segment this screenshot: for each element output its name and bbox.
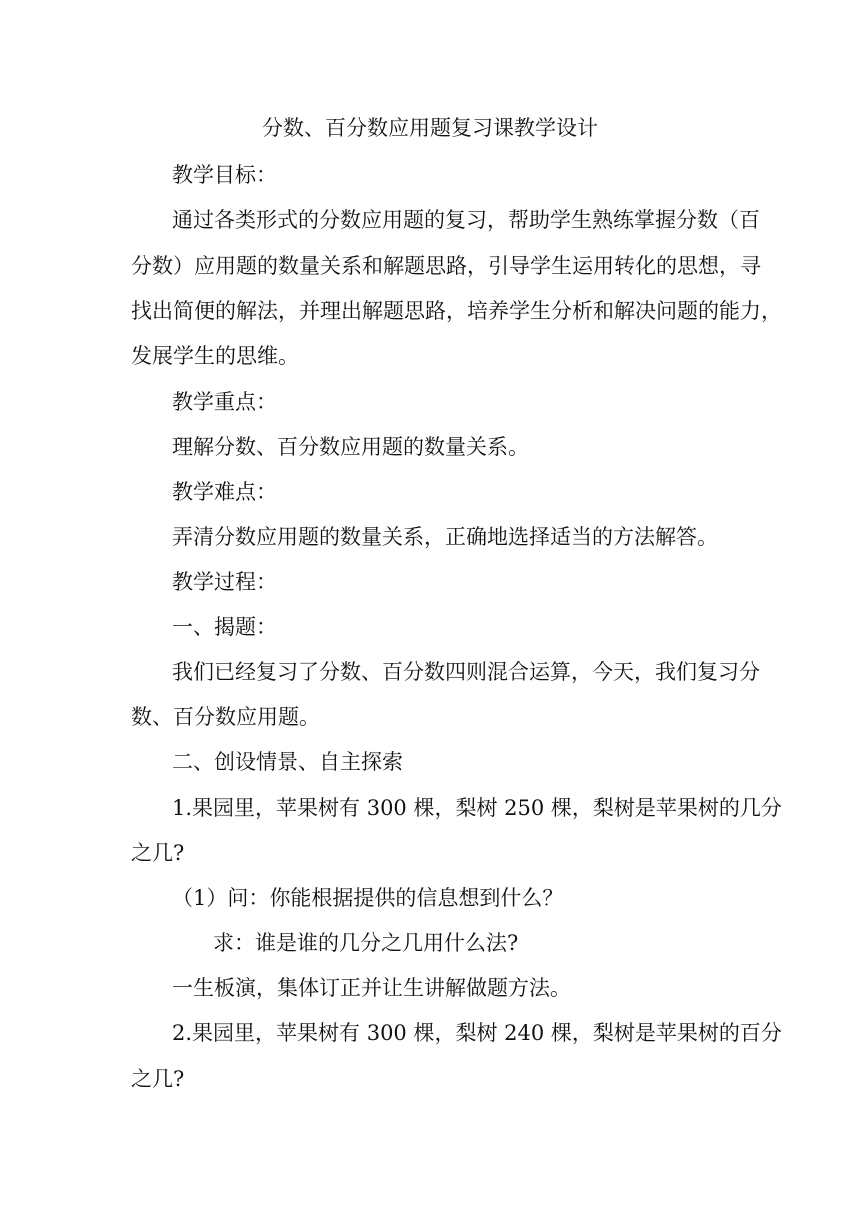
paragraph-line: 一生板演，集体订正并让生讲解做题方法。 [172, 976, 571, 1000]
problem-line: 之几? [131, 1067, 185, 1091]
problem-line: 之几? [131, 841, 185, 865]
section-heading: 二、创设情景、自主探索 [172, 750, 403, 774]
document-title: 分数、百分数应用题复习课教学设计 [262, 116, 598, 140]
problem-line: 2.果园里，苹果树有 300 棵，梨树 240 棵，梨树是苹果树的百分 [172, 1021, 782, 1045]
section-heading: 一、揭题： [172, 615, 277, 639]
heading-teaching-difficulty: 教学难点： [172, 480, 277, 504]
paragraph-line: 弄清分数应用题的数量关系，正确地选择适当的方法解答。 [172, 525, 718, 549]
paragraph-line: 分数）应用题的数量关系和解题思路，引导学生运用转化的思想，寻 [131, 254, 761, 278]
heading-teaching-focus: 教学重点： [172, 390, 277, 414]
problem-line: 1.果园里，苹果树有 300 棵，梨树 250 棵，梨树是苹果树的几分 [172, 796, 782, 820]
paragraph-line: 理解分数、百分数应用题的数量关系。 [172, 435, 529, 459]
paragraph-line: 发展学生的思维。 [131, 344, 299, 368]
question-line: （1）问：你能根据提供的信息想到什么？ [172, 886, 564, 910]
heading-teaching-objectives: 教学目标： [172, 163, 277, 187]
paragraph-line: 找出简便的解法，并理出解题思路，培养学生分析和解决问题的能力， [131, 299, 782, 323]
paragraph-line: 通过各类形式的分数应用题的复习，帮助学生熟练掌握分数（百 [172, 208, 760, 232]
paragraph-line: 数、百分数应用题。 [131, 705, 320, 729]
question-line: 求：谁是谁的几分之几用什么法? [213, 931, 519, 955]
heading-teaching-process: 教学过程： [172, 570, 277, 594]
paragraph-line: 我们已经复习了分数、百分数四则混合运算，今天，我们复习分 [172, 660, 760, 684]
